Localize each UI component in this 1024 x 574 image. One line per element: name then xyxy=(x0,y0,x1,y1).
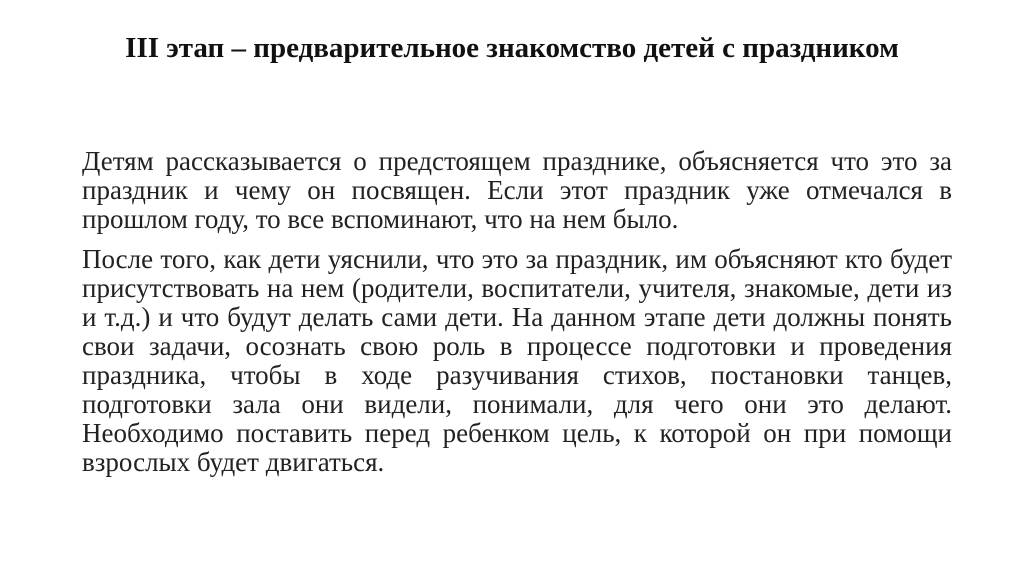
paragraph-details: После того, как дети уяснили, что это за праздник, им объясняют кто будет присутствовать на нем (родители, воспитатели, учителя, знакомые, дети из и т.д.) и что будут делать сами дети. На данном этапе дети должны понять свои задачи, осознать свою роль в процессе подготовки и проведения праздника, чтобы в ходе разучивания стихов, постановки танцев, подготовки зала они видели, понимали, для чего они это делают. Необходимо поставить перед ребенком цель, к которой он при помощи взрослых будет двигаться. xyxy=(82,244,952,477)
paragraph-intro: Детям рассказывается о предстоящем празднике, объясняется что это за праздник и чему он посвящен. Если этот праздник уже отмечался в прошлом году, то все вспоминают, что на нем было. xyxy=(82,146,952,234)
slide-title: III этап – предварительное знакомство детей с праздником xyxy=(125,32,899,64)
slide-body xyxy=(82,147,952,477)
